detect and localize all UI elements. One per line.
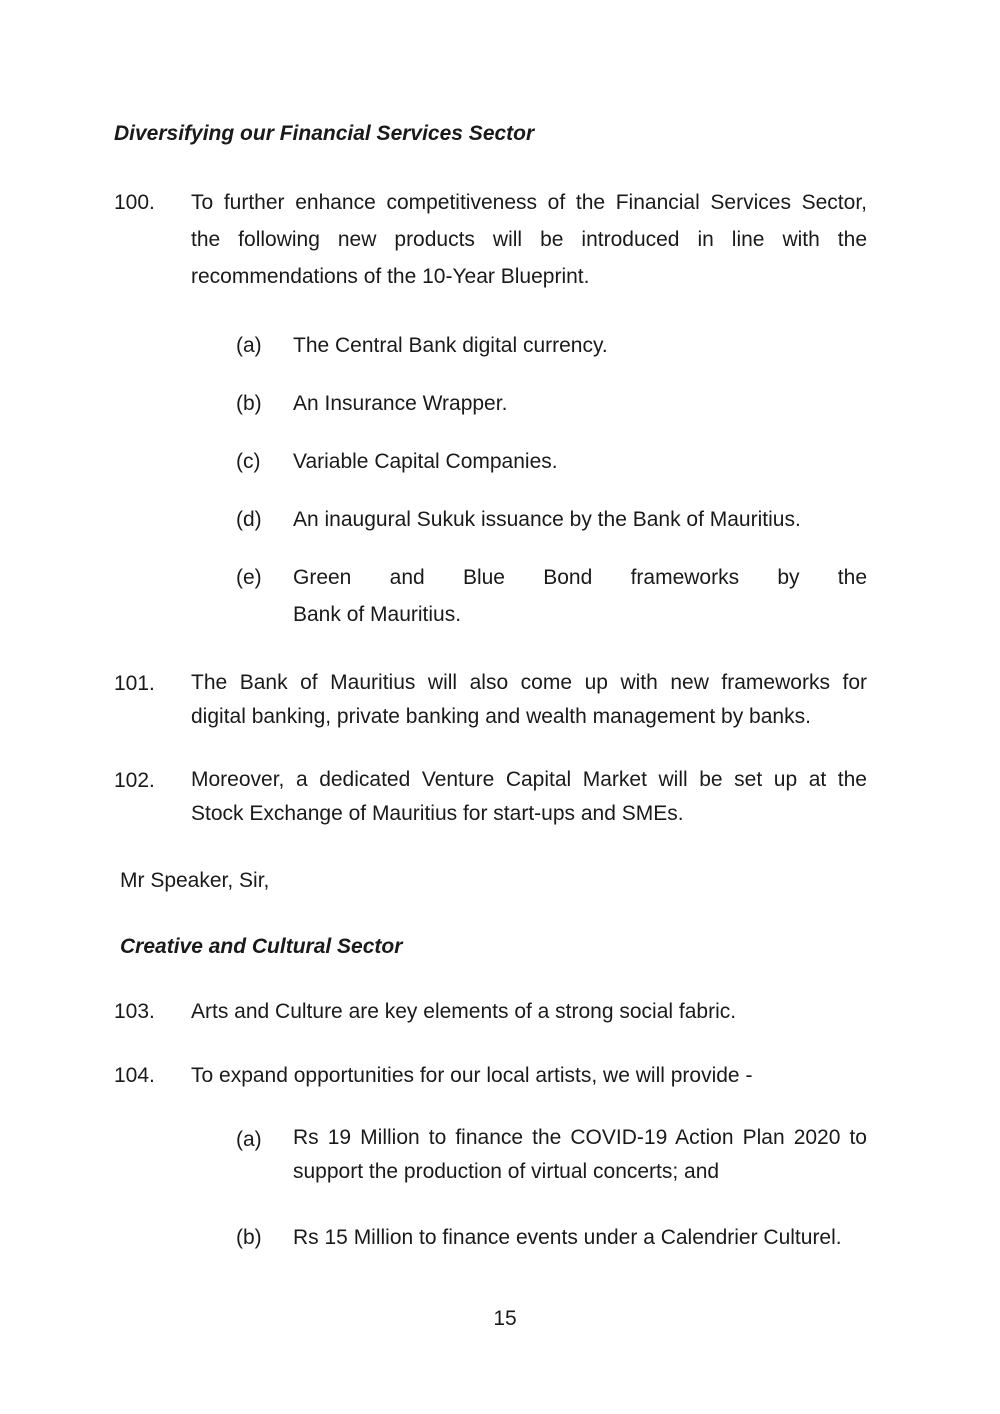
list-item — [293, 501, 867, 538]
paragraph-number-101: 101. — [114, 672, 155, 695]
paragraph-line: digital banking, private banking and wealth management by banks. — [191, 705, 811, 728]
list-item-text: An inaugural Sukuk issuance by the Bank of Mauritius. — [293, 508, 801, 531]
paragraph-line: Stock Exchange of Mauritius for start-ups and SMEs. — [191, 802, 684, 825]
paragraph-102 — [191, 763, 867, 831]
paragraph-104: To expand opportunities for our local artists, we will provide - — [191, 1064, 753, 1087]
list-item-text: Green and Blue Bond frameworks by the — [293, 566, 867, 589]
salutation: Mr Speaker, Sir, — [120, 869, 270, 892]
paragraph-line: recommendations of the 10-Year Blueprint. — [191, 265, 590, 288]
list-item-label: (d) — [236, 508, 262, 531]
list-item-text: support the production of virtual concerts; and — [293, 1160, 720, 1183]
page-number: 15 — [493, 1307, 517, 1330]
list-item-text: The Central Bank digital currency. — [293, 334, 608, 357]
paragraph-number-100: 100. — [114, 191, 155, 214]
list-item-text: An Insurance Wrapper. — [293, 392, 508, 415]
section-heading-financial: Diversifying our Financial Services Sector — [114, 122, 535, 145]
paragraph-101 — [191, 666, 867, 734]
list-item-label: (b) — [236, 1226, 262, 1249]
paragraph-line: Moreover, a dedicated Venture Capital Market will be set up at the — [191, 768, 867, 791]
list-item-label: (e) — [236, 566, 262, 589]
list-item-text: Rs 15 Million to finance events under a Calendrier Culturel. — [293, 1226, 842, 1249]
paragraph-number-104: 104. — [114, 1064, 155, 1087]
list-item — [293, 1121, 867, 1189]
paragraph-line: the following new products will be introduced in line with the — [191, 228, 867, 251]
list-item — [293, 443, 867, 480]
list-item — [293, 327, 867, 364]
list-item — [293, 1219, 867, 1256]
list-item-label: (b) — [236, 392, 262, 415]
list-item-label: (c) — [236, 450, 261, 473]
list-item-text: Variable Capital Companies. — [293, 450, 558, 473]
paragraph-number-103: 103. — [114, 1000, 155, 1023]
section-heading-creative: Creative and Cultural Sector — [120, 935, 403, 958]
paragraph-line: To further enhance competitiveness of the Financial Services Sector, — [191, 191, 867, 214]
list-item-label: (a) — [236, 334, 262, 357]
paragraph-number-102: 102. — [114, 769, 155, 792]
paragraph-103: Arts and Culture are key elements of a strong social fabric. — [191, 1000, 737, 1023]
list-item-text: Rs 19 Million to finance the COVID-19 Action Plan 2020 to — [293, 1126, 867, 1149]
list-item — [293, 559, 867, 633]
paragraph-100 — [191, 184, 867, 295]
list-item — [293, 385, 867, 422]
list-item-label: (a) — [236, 1128, 262, 1151]
list-item-text: Bank of Mauritius. — [293, 603, 462, 626]
paragraph-line: The Bank of Mauritius will also come up with new frameworks for — [191, 671, 867, 694]
